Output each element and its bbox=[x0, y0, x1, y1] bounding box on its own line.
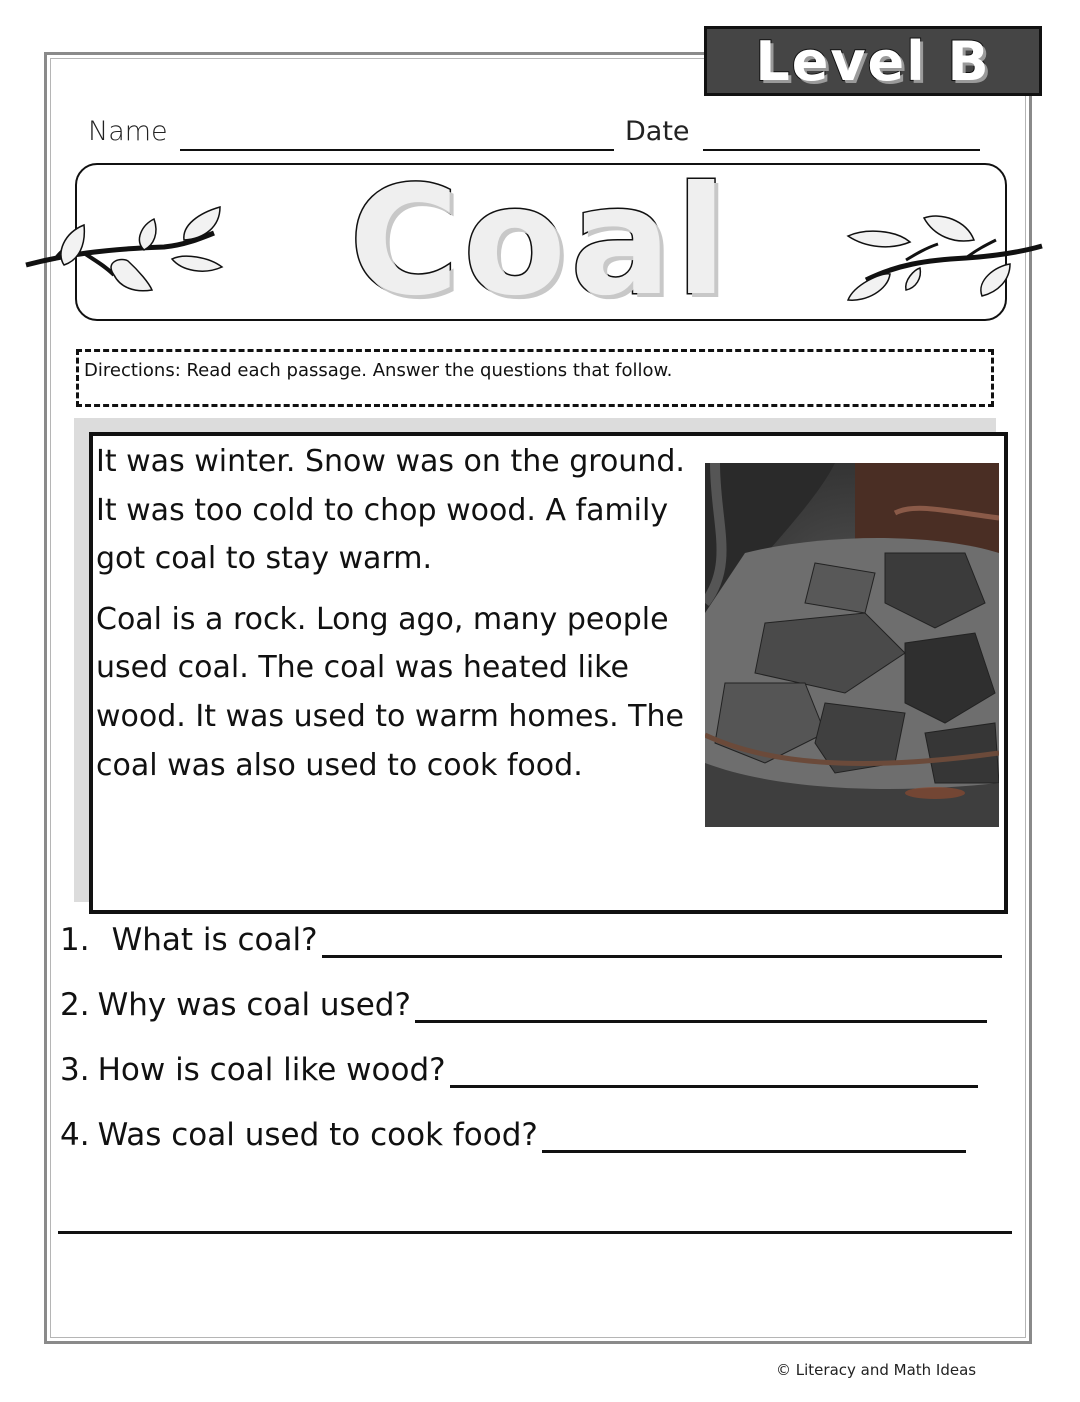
passage-text bbox=[96, 438, 686, 802]
date-field[interactable] bbox=[703, 149, 980, 151]
name-field[interactable] bbox=[180, 149, 614, 151]
answer-line-extra[interactable] bbox=[58, 1231, 1012, 1234]
date-label: Date bbox=[625, 116, 690, 147]
question-number: 2. bbox=[60, 987, 90, 1023]
copyright: © Literacy and Math Ideas bbox=[776, 1361, 977, 1379]
answer-line-3[interactable] bbox=[450, 1055, 978, 1088]
answer-line-4[interactable] bbox=[542, 1120, 966, 1153]
question-text: Was coal used to cook food? bbox=[97, 1117, 538, 1153]
question-2 bbox=[60, 987, 987, 1023]
question-text: How is coal like wood? bbox=[97, 1052, 446, 1088]
question-text: Why was coal used? bbox=[97, 987, 411, 1023]
question-3 bbox=[60, 1052, 978, 1088]
answer-line-1[interactable] bbox=[322, 925, 1002, 958]
coal-photo bbox=[705, 463, 999, 827]
passage-paragraph: Coal is a rock. Long ago, many people used coal. The coal was heated like wood. It was used to warm homes. The coal was also used to cook food. bbox=[96, 601, 684, 783]
branch-left-icon bbox=[24, 205, 234, 305]
branch-right-icon bbox=[846, 210, 1046, 310]
question-number: 3. bbox=[60, 1052, 90, 1088]
directions-text: Directions: Read each passage. Answer the questions that follow. bbox=[84, 360, 673, 381]
question-1 bbox=[60, 922, 1002, 958]
question-4 bbox=[60, 1117, 966, 1153]
passage-paragraph: It was winter. Snow was on the ground. It was too cold to chop wood. A family got coal to stay warm. bbox=[96, 444, 685, 577]
question-number: 1. bbox=[60, 922, 90, 958]
level-badge bbox=[704, 26, 1042, 96]
level-label: Level B bbox=[755, 29, 991, 93]
question-number: 4. bbox=[60, 1117, 90, 1153]
page-title: Coal bbox=[349, 155, 731, 329]
question-text: What is coal? bbox=[111, 922, 318, 958]
answer-line-2[interactable] bbox=[415, 990, 987, 1023]
name-label: Name bbox=[88, 116, 168, 147]
